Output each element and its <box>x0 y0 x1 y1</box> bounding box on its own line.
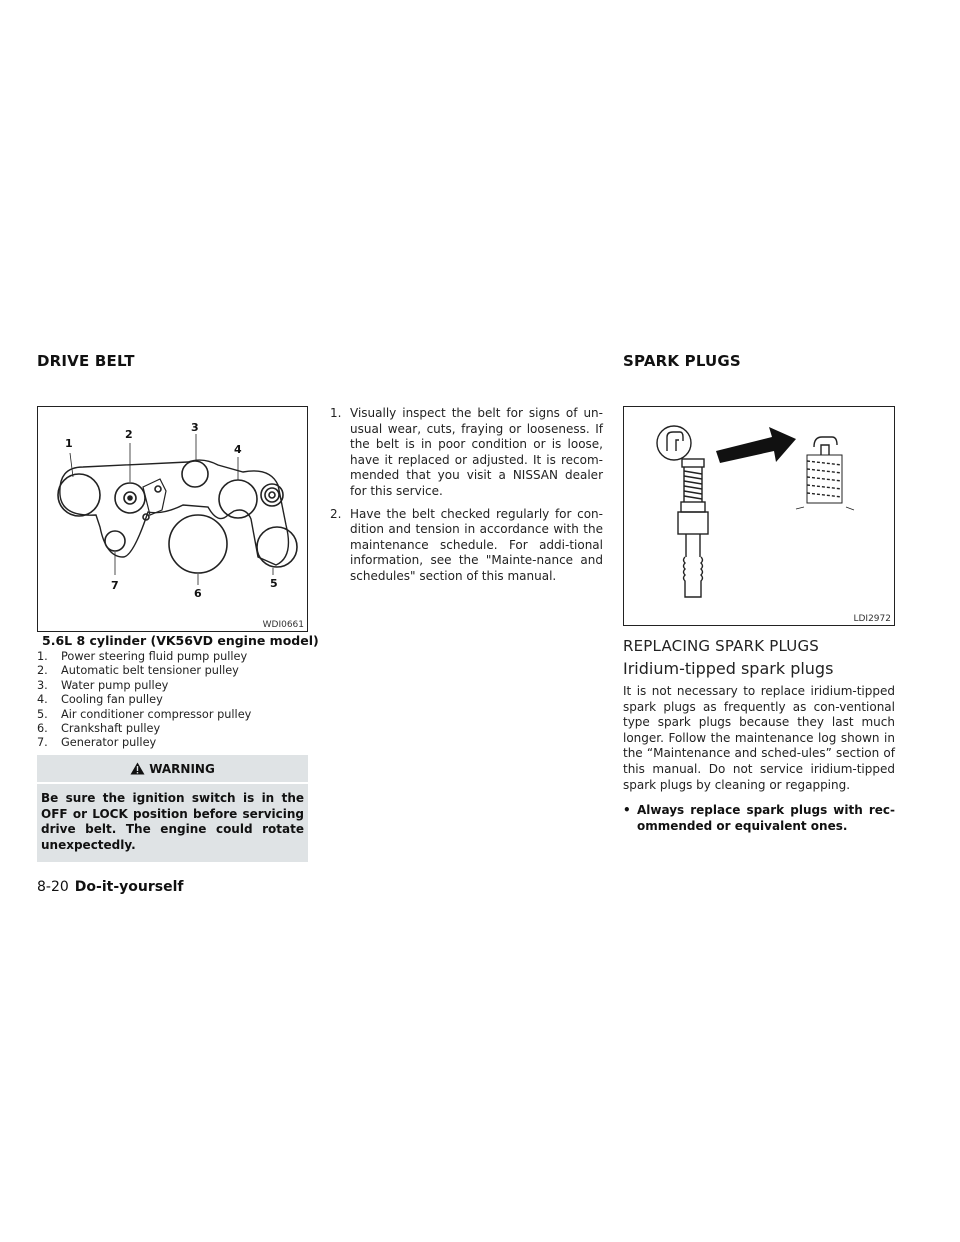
belt-layout-illustration <box>38 407 307 631</box>
legend-item: 2. Automatic belt tensioner pulley <box>37 664 239 678</box>
callout-5: 5 <box>270 577 278 590</box>
callout-3: 3 <box>191 421 199 434</box>
legend-item: 1. Power steering fluid pump pulley <box>37 650 248 663</box>
bullet-dot: • <box>623 803 631 817</box>
warning-header <box>37 755 308 782</box>
callout-2: 2 <box>125 428 133 441</box>
warning-title: WARNING <box>149 761 215 776</box>
legend-item: 6. Crankshaft pulley <box>37 722 161 736</box>
warning-text: Be sure the ignition switch is in the OFF or LOCK position before servicing drive belt. The engine could rotate unexpectedly. <box>41 791 304 852</box>
pulley-legend <box>37 650 251 751</box>
step-item: 2. Have the belt checked regularly for con-dition and tension in accordance with the maintenance schedule. For addi-tional information, see the "Mainte-nance and schedules" section of this manual. <box>330 506 603 583</box>
legend-item: 5. Air conditioner compressor pulley <box>37 707 252 721</box>
figure-caption: 5.6L 8 cylinder (VK56VD engine model) <box>42 633 319 648</box>
legend-item: 4. Cooling fan pulley <box>37 693 163 707</box>
section-heading-spark-plugs: SPARK PLUGS <box>623 352 741 370</box>
spark-plug-illustration <box>624 407 894 625</box>
replacing-heading: REPLACING SPARK PLUGS <box>623 637 820 655</box>
legend-item: 3. Water pump pulley <box>37 678 169 692</box>
page-number: 8-20 <box>37 879 69 895</box>
callout-6: 6 <box>194 587 202 600</box>
page-footer <box>37 879 183 895</box>
warning-triangle-icon <box>130 762 145 775</box>
figure-code: WDI0661 <box>262 620 304 630</box>
callout-4: 4 <box>234 443 242 456</box>
callout-7: 7 <box>111 579 119 592</box>
iridium-subheading: Iridium-tipped spark plugs <box>623 659 834 678</box>
chapter-title: Do-it-yourself <box>74 879 184 895</box>
spark-plug-diagram <box>623 406 895 626</box>
inspection-steps <box>330 406 603 592</box>
callout-1: 1 <box>65 437 73 450</box>
section-heading-drive-belt: DRIVE BELT <box>37 352 135 370</box>
replace-bullet: • Always replace spark plugs with rec-ommended or equivalent ones. <box>623 803 895 833</box>
warning-box <box>37 755 308 862</box>
legend-item: 7. Generator pulley <box>37 736 157 750</box>
step-item: 1. Visually inspect the belt for signs of un-usual wear, cuts, fraying or looseness. If the belt is in poor condition or is loose, have it replaced or adjusted. It is recom-mended that you visit a NISSAN dealer for this service. <box>330 406 603 498</box>
drive-belt-diagram <box>37 406 308 632</box>
figure-code: LDI2972 <box>853 614 891 624</box>
iridium-paragraph: It is not necessary to replace iridium-tipped spark plugs as frequently as con-ventional type spark plugs because they last much longer. Follow the maintenance log shown in the “Maintenance and sched-ules” section of this manual. Do not service iridium-tipped spark plugs by cleaning or regapping. <box>623 684 895 792</box>
